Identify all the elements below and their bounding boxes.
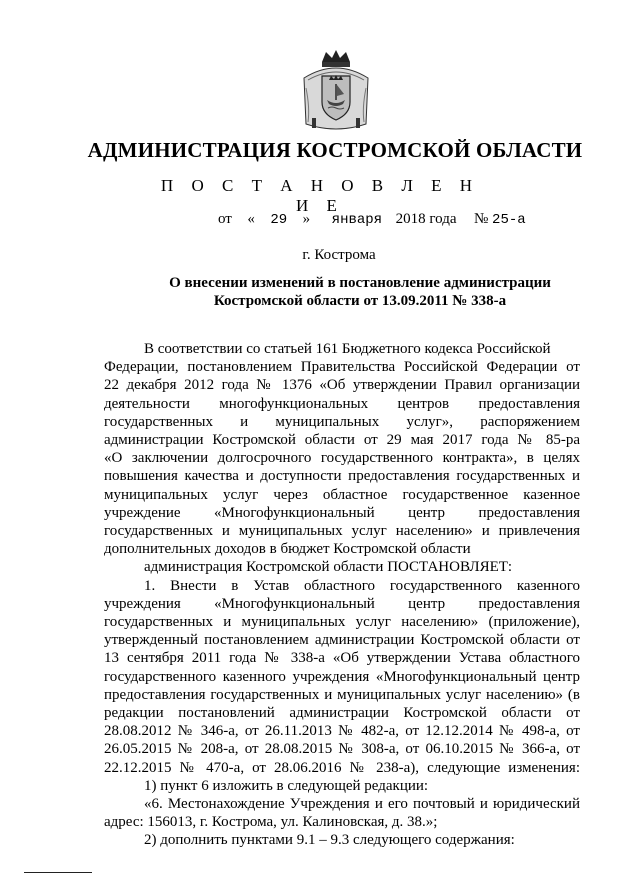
footer-rule — [24, 872, 92, 873]
coat-of-arms-icon — [296, 48, 376, 136]
body-line: 28.08.2012 № 346-а, от 26.11.2013 № 482-а, от 12.12.2014 № 498-а, от — [104, 723, 580, 740]
body-line: утвержденный постановлением администрации Костромской области от — [104, 632, 580, 649]
body-line: 26.05.2015 № 208-а, от 28.08.2015 № 308-а, от 06.10.2015 № 366-а, от — [104, 741, 580, 758]
body-line: государственных и муниципальных услуг», распоряжением — [104, 413, 580, 430]
quote-open: « — [247, 211, 255, 227]
body-line: учреждения «Многофункциональный центр предоставления — [104, 595, 580, 612]
body-line: «6. Местонахождение Учреждения и его почтовый и юридический — [144, 796, 580, 813]
body-line: администрации Костромской области от 29 мая 2017 года № 85-ра — [104, 432, 580, 449]
document-number: 25-а — [492, 212, 526, 228]
body-line: муниципальных услуг через областное государственное казенное — [104, 486, 580, 503]
subject-line: Костромской области от 13.09.2011 № 338-а — [213, 293, 507, 309]
body-line: деятельности многофункциональных центров предоставления — [104, 395, 580, 412]
document-type: П О С Т А Н О В Л Е Н И Е — [160, 176, 480, 215]
body-line: администрация Костромской области ПОСТАНОВЛЯЕТ: — [144, 559, 513, 576]
date-prefix: от — [218, 211, 232, 227]
body-line: повышения качества и доступности предоставления государственных и — [104, 468, 580, 485]
body-line: государственных и муниципальных услуг населению» (приложение), — [104, 614, 580, 631]
date-day: 29 — [270, 212, 288, 228]
document-body — [104, 340, 580, 850]
subject-line: О внесении изменений в постановление администрации — [169, 275, 551, 291]
city: г. Кострома — [302, 247, 376, 263]
body-line: учреждение «Многофункциональный центр предоставления — [104, 504, 580, 521]
body-line: 22.12.2015 № 470-а, от 28.06.2016 № 238-а), следующие изменения: — [104, 759, 580, 776]
body-line: Федерации, постановлением Правительства Российской Федерации от — [104, 359, 580, 376]
document-date-line — [218, 211, 526, 228]
body-line: редакции постановлений администрации Костромской области от — [104, 705, 580, 722]
body-line: государственных и муниципальных услуг населению» и привлечения — [104, 523, 580, 540]
body-line: «О заключении долгосрочного государственного контракта», в целях — [104, 450, 580, 467]
document-subject — [150, 274, 570, 310]
body-line: 1) пункт 6 изложить в следующей редакции: — [144, 777, 429, 794]
date-year: 2018 года — [395, 211, 457, 227]
body-line: 1. Внести в Устав областного государственного казенного — [144, 577, 580, 594]
number-sign: № — [473, 211, 489, 227]
quote-close: » — [302, 211, 311, 227]
date-month: января — [331, 212, 383, 228]
body-line: 13 сентября 2011 года № 338-а «Об утверждении Устава областного — [104, 650, 580, 667]
body-line: 2) дополнить пунктами 9.1 – 9.3 следующего содержания: — [144, 832, 515, 849]
body-line: государственного казенного учреждения «Многофункциональный центр — [104, 668, 580, 685]
body-line: адрес: 156013, г. Кострома, ул. Калиновская, д. 38.»; — [104, 814, 438, 831]
body-line: В соответствии со статьей 161 Бюджетного кодекса Российской — [144, 341, 551, 357]
body-line: дополнительных доходов в бюджет Костромской области — [104, 541, 471, 558]
body-line: предоставления государственных и муниципальных услуг населению» (в — [104, 686, 580, 703]
body-line: 22 декабря 2012 года № 1376 «Об утверждении Правил организации — [104, 377, 580, 394]
organization-title: АДМИНИСТРАЦИЯ КОСТРОМСКОЙ ОБЛАСТИ — [87, 138, 583, 162]
